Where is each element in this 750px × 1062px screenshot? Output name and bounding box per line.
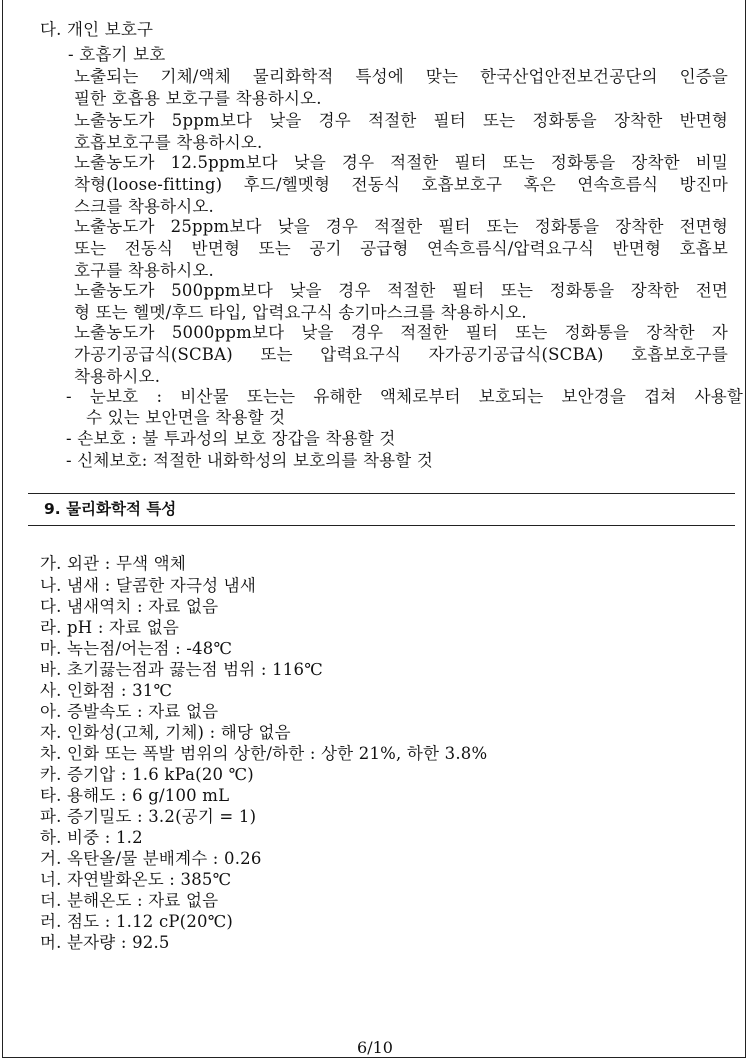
property-item: 바. 초기끓는점과 끓는점 범위 : 116℃ <box>40 660 323 679</box>
property-item: 더. 분해온도 : 자료 없음 <box>40 891 219 910</box>
section-title: 9. 물리화학적 특성 <box>44 500 177 518</box>
resp-line: 호흡보호구를 착용하시오. <box>74 133 263 152</box>
property-item: 다. 냄새역치 : 자료 없음 <box>40 597 219 616</box>
property-item: 타. 용해도 : 6 g/100 mL <box>40 786 230 805</box>
property-item: 러. 점도 : 1.12 cP(20℃) <box>40 912 234 931</box>
resp-line: 노출농도가 500ppm보다 낮을 경우 적절한 필터 또는 정화통을 장착한 전면 <box>74 281 728 300</box>
resp-line: 노출농도가 12.5ppm보다 낮을 경우 적절한 필터 또는 정화통을 장착한 비밀 <box>74 153 728 172</box>
hand-protection: - 손보호 : 불 투과성의 보호 장갑을 착용할 것 <box>66 429 396 448</box>
resp-line: 형 또는 헬멧/후드 타입, 압력요구식 송기마스크를 착용하시오. <box>74 303 527 322</box>
resp-line: 착용하시오. <box>74 367 161 386</box>
property-item: 아. 증발속도 : 자료 없음 <box>40 702 219 721</box>
resp-line: 노출농도가 25ppm보다 낮을 경우 적절한 필터 또는 정화통을 장착한 전면형 <box>74 217 728 236</box>
property-item: 사. 인화점 : 31℃ <box>40 681 173 700</box>
resp-line: 호구를 착용하시오. <box>74 261 215 280</box>
property-item: 가. 외관 : 무색 액체 <box>40 554 186 573</box>
property-item: 마. 녹는점/어는점 : -48℃ <box>40 639 233 658</box>
property-item: 너. 자연발화온도 : 385℃ <box>40 870 232 889</box>
property-item: 차. 인화 또는 폭발 범위의 상한/하한 : 상한 21%, 하한 3.8% <box>40 744 488 763</box>
property-item: 나. 냄새 : 달콤한 자극성 냄새 <box>40 576 256 595</box>
page-number: 6/10 <box>357 1038 393 1057</box>
property-item: 카. 증기압 : 1.6 kPa(20 ℃) <box>40 765 254 784</box>
resp-line: 착형(loose-fitting) 후드/헬멧형 전동식 호흡보호구 혹은 연속흐름식 방진마 <box>74 175 728 194</box>
section-rule-bottom <box>28 525 735 526</box>
ppe-heading: 다. 개인 보호구 <box>40 20 154 39</box>
eye-protection-cont: 수 있는 보안면을 착용할 것 <box>86 408 286 427</box>
resp-line: 노출농도가 5000ppm보다 낮을 경우 적절한 필터 또는 정화통을 장착한 자 <box>74 323 728 342</box>
property-item: 거. 옥탄올/물 분배계수 : 0.26 <box>40 849 262 868</box>
resp-line: 노출되는 기체/액체 물리화학적 특성에 맞는 한국산업안전보건공단의 인증을 <box>74 67 728 86</box>
property-item: 하. 비중 : 1.2 <box>40 828 143 847</box>
resp-line: 필한 호흡용 보호구를 착용하시오. <box>74 89 322 108</box>
resp-line: 스크를 착용하시오. <box>74 197 215 216</box>
property-item: 라. pH : 자료 없음 <box>40 618 180 637</box>
section-rule-top <box>28 493 735 494</box>
property-item: 머. 분자량 : 92.5 <box>40 933 170 952</box>
resp-line: 가공기공급식(SCBA) 또는 압력요구식 자가공기공급식(SCBA) 호흡보호구를 <box>74 345 728 364</box>
respiratory-heading: - 호흡기 보호 <box>68 45 166 64</box>
body-protection: - 신체보호: 적절한 내화학성의 보호의를 착용할 것 <box>66 451 433 470</box>
property-item: 파. 증기밀도 : 3.2(공기 = 1) <box>40 807 257 826</box>
eye-protection: - 눈보호 : 비산물 또는는 유해한 액체로부터 보호되는 보안경을 겹쳐 사용할 <box>66 387 743 406</box>
resp-line: 노출농도가 5ppm보다 낮을 경우 적절한 필터 또는 정화통을 장착한 반면형 <box>74 111 728 130</box>
resp-line: 또는 전동식 반면형 또는 공기 공급형 연속흐름식/압력요구식 반면형 호흡보 <box>74 239 728 258</box>
property-item: 자. 인화성(고체, 기체) : 해당 없음 <box>40 723 291 742</box>
